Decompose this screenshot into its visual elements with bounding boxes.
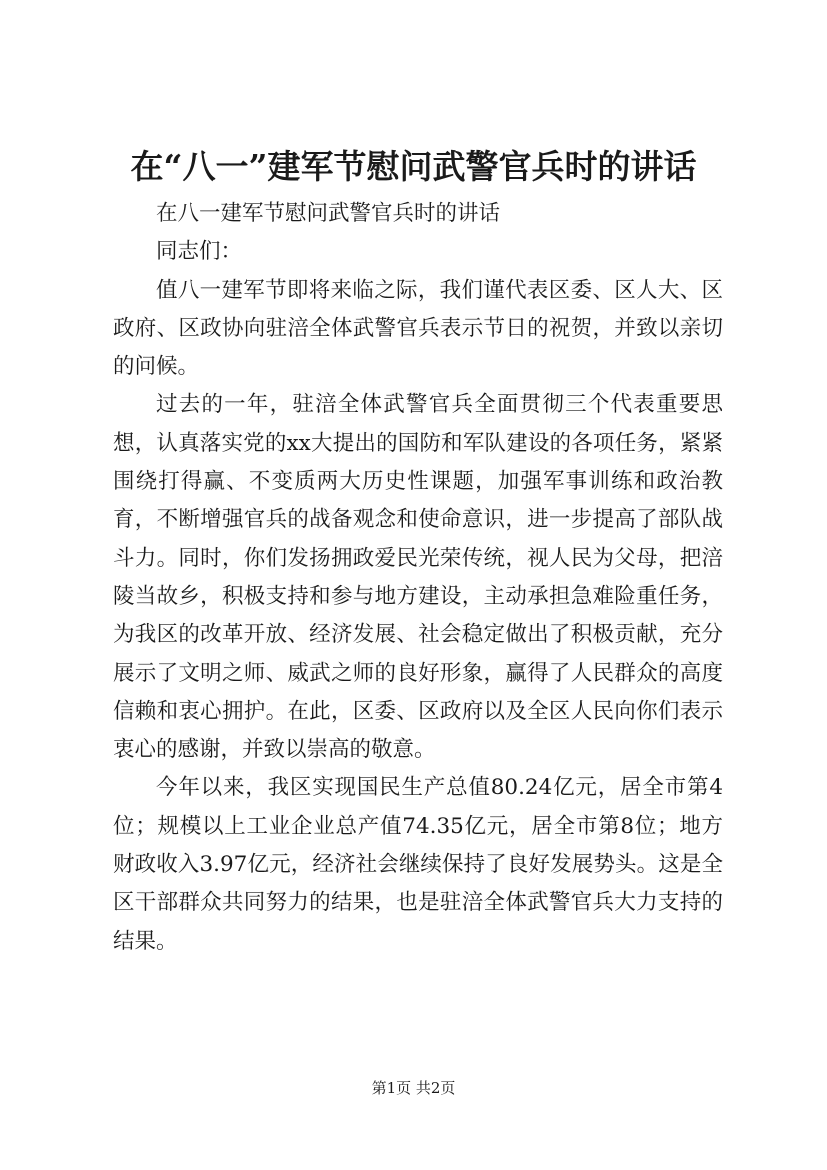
page-number: 第1页 共2页 [371,1079,456,1097]
paragraph-subtitle: 在八一建军节慰问武警官兵时的讲话 [156,201,501,226]
paragraph-review: 过去的一年，驻涪全体武警官兵全面贯彻三个代表重要思想，认真落实党的xx大提出的国防和军队建设的各项任务，紧紧围绕打得赢、不变质两大历史性课题，加强军事训练和政治教育，不断增强官兵的战备观念和使命意识，进一步提高了部队战斗力。同时，你们发扬拥政爱民光荣传统，视人民为父母，把涪陵当故乡，积极支持和参与地方建设，主动承担急难险重任务，为我区的改革开放、经济发展、社会稳定做出了积极贡献，充分展示了文明之师、威武之师的良好形象，赢得了人民群众的高度信赖和衷心拥护。在此，区委、区政府以及全区人民向你们表示衷心的感谢，并致以崇高的敬意。 [113,392,723,763]
paragraph-greeting: 值八一建军节即将来临之际，我们谨代表区委、区人大、区政府、区政协向驻涪全体武警官兵表示节日的祝贺，并致以亲切的问候。 [113,277,723,380]
document-body [113,195,723,961]
paragraph-salutation: 同志们： [156,239,243,265]
paragraph-economy: 今年以来，我区实现国民生产总值80.24亿元，居全市第4位；规模以上工业企业总产值74.35亿元，居全市第8位；地方财政收入3.97亿元，经济社会继续保持了良好发展势头。这是全区干部群众共同努力的结果，也是驻涪全体武警官兵大力支持的结果。 [113,775,723,954]
document-title: 在“八一”建军节慰问武警官兵时的讲话 [130,147,697,186]
